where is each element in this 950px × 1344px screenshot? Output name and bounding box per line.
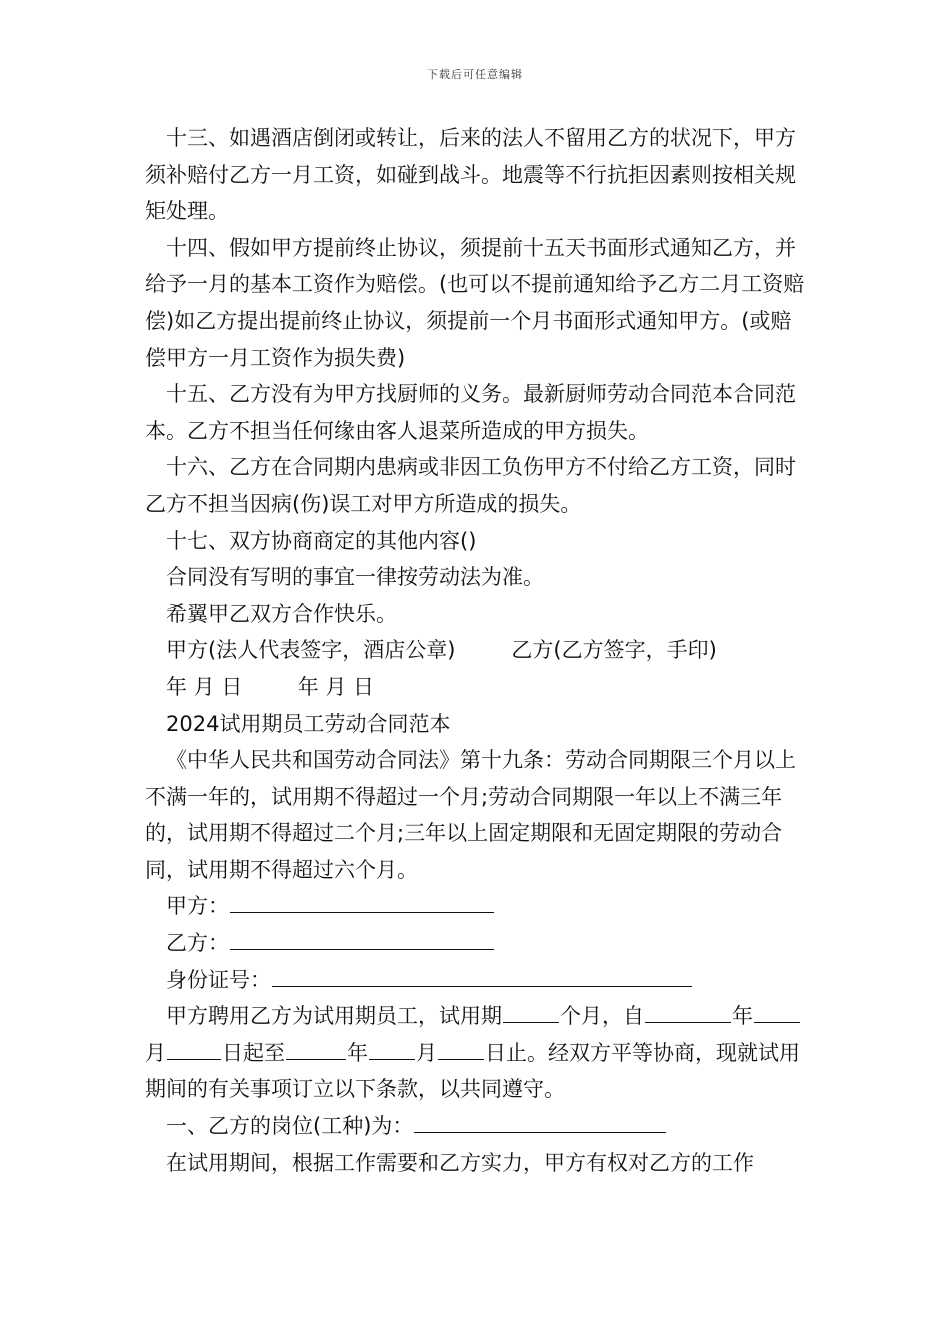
clause-15: 十五、乙方没有为甲方找厨师的义务。最新厨师劳动合同范本合同范本。乙方不担当任何缘由客人退菜所造成的甲方损失。 [145, 382, 796, 443]
start-year-blank[interactable] [645, 1000, 731, 1023]
start-day-blank[interactable] [167, 1037, 221, 1060]
hire-text-2: 个月，自 [560, 1004, 644, 1029]
section-title: 2024试用期员工劳动合同范本 [166, 711, 451, 736]
hire-text-4: 月 [145, 1040, 166, 1065]
end-day-blank[interactable] [438, 1037, 484, 1060]
cooperation-wish: 希翼甲乙双方合作快乐。 [166, 601, 397, 626]
probation-months-blank[interactable] [503, 1000, 559, 1023]
clause-13: 十三、如遇酒店倒闭或转让，后来的法人不留用乙方的状况下，甲方须补赔付乙方一月工资，如碰到战斗。地震等不行抗拒因素则按相关规矩处理。 [145, 126, 796, 224]
id-number-blank[interactable] [272, 964, 692, 987]
end-month-blank[interactable] [369, 1037, 415, 1060]
hire-text-1: 甲方聘用乙方为试用期员工，试用期 [166, 1004, 502, 1029]
id-number-label: 身份证号： [166, 967, 271, 992]
start-month-blank[interactable] [754, 1000, 800, 1023]
hire-text-8: 日止。经双方平等协商，现就试用期间的有关事项订立以下条款，以共同遵守。 [145, 1040, 800, 1102]
hire-text-3: 年 [732, 1004, 753, 1029]
labor-law-line: 合同没有写明的事宜一律按劳动法为准。 [166, 565, 544, 590]
hire-text-5: 日起至 [222, 1040, 285, 1065]
clause-16: 十六、乙方在合同期内患病或非因工负伤甲方不付给乙方工资，同时乙方不担当因病(伤)误工对甲方所造成的损失。 [145, 455, 796, 516]
signature-line [145, 632, 807, 669]
law-quote: 《中华人民共和国劳动合同法》第十九条：劳动合同期限三个月以上不满一年的，试用期不得超过一个月;劳动合同期限一年以上不满三年的，试用期不得超过二个月;三年以上固定期限和无固定期限的劳动合同，试用期不得超过六个月。 [145, 748, 796, 882]
page-header: 下载后可任意编辑 [427, 68, 523, 81]
party-b-field [145, 925, 807, 962]
position-label: 一、乙方的岗位(工种)为： [166, 1114, 414, 1139]
hire-text-7: 月 [416, 1040, 437, 1065]
position-field [145, 1108, 807, 1145]
party-a-signature-label: 甲方(法人代表签字，酒店公章) [166, 638, 456, 663]
party-b-blank[interactable] [230, 927, 494, 950]
party-a-blank[interactable] [230, 890, 494, 913]
party-a-label: 甲方： [166, 894, 229, 919]
party-a-field [145, 888, 807, 925]
hire-text-6: 年 [347, 1040, 368, 1065]
date-line: 年 月 日 年 月 日 [166, 674, 375, 699]
clause-17: 十七、双方协商商定的其他内容() [166, 528, 477, 553]
party-b-label: 乙方： [166, 931, 229, 956]
document-body [145, 120, 807, 1181]
hire-clause [145, 998, 807, 1108]
end-year-blank[interactable] [286, 1037, 346, 1060]
clause-14: 十四、假如甲方提前终止协议，须提前十五天书面形式通知乙方，并给予一月的基本工资作为赔偿。(也可以不提前通知给予乙方二月工资赔偿)如乙方提出提前终止协议，须提前一个月书面形式通知甲方。(或赔偿甲方一月工资作为损失费) [145, 235, 805, 370]
probation-work-clause: 在试用期间，根据工作需要和乙方实力，甲方有权对乙方的工作 [166, 1150, 754, 1175]
id-number-field [145, 962, 807, 999]
position-blank[interactable] [414, 1110, 666, 1133]
party-b-signature-label: 乙方(乙方签字，手印) [511, 638, 717, 663]
